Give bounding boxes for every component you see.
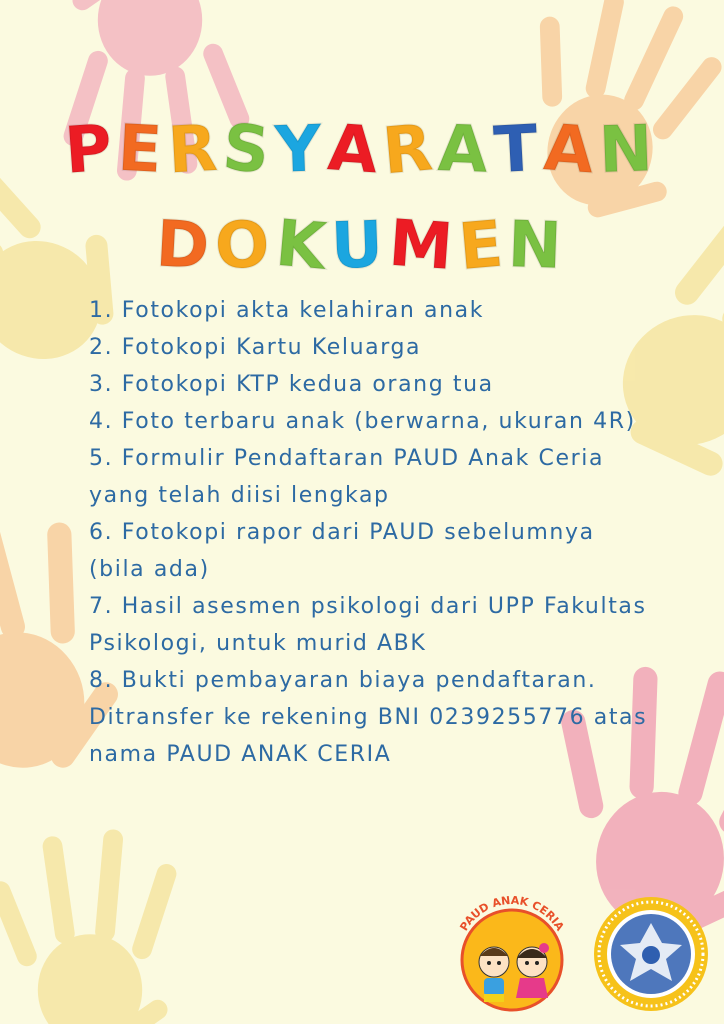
requirement-item: 6. Fotokopi rapor dari PAUD sebelumnya (bila ada) [89,520,595,582]
title-letter: N [507,207,570,285]
title-letter: P [62,111,121,189]
title-letter: A [437,112,496,188]
paud-logo-text: PAUD ANAK CERIA [457,893,567,934]
title-line-2 [0,206,724,286]
title-letter: E [116,111,170,189]
title-letter: D [154,207,217,285]
requirements-list [89,292,649,773]
title-letter: M [386,206,462,286]
title-letter: N [597,111,660,189]
title-line-1 [0,110,724,190]
university-seal-logo [592,895,710,1013]
requirement-item: 7. Hasil asesmen psikologi dari UPP Fakultas Psikologi, untuk murid ABK [89,594,647,656]
title-letter: S [220,110,279,190]
title-letter: U [329,208,391,284]
title-letter: O [213,207,278,285]
requirement-item: 4. Foto terbaru anak (berwarna, ukuran 4R) [89,409,636,434]
paud-anak-ceria-logo [446,890,578,1018]
title-letter: E [455,206,512,286]
title-letter: T [492,111,546,189]
title-letter: A [541,111,602,189]
requirement-item: 8. Bukti pembayaran biaya pendaftaran. Ditransfer ke rekening BNI 0239255776 atas nama PAUD ANAK CERIA [89,668,648,767]
title-letter: R [380,110,442,190]
requirement-item: 3. Fotokopi KTP kedua orang tua [89,372,494,397]
requirement-item: 1. Fotokopi akta kelahiran anak [89,298,485,323]
title-letter: A [325,111,386,189]
title-letter: Y [274,112,329,188]
requirement-item: 2. Fotokopi Kartu Keluarga [89,335,422,360]
title-letter: R [166,111,226,189]
handprint-yellow-bottom [0,829,179,1024]
requirement-item: 5. Formulir Pendaftaran PAUD Anak Ceria yang telah diisi lengkap [89,446,605,508]
title-letter: K [272,206,335,286]
